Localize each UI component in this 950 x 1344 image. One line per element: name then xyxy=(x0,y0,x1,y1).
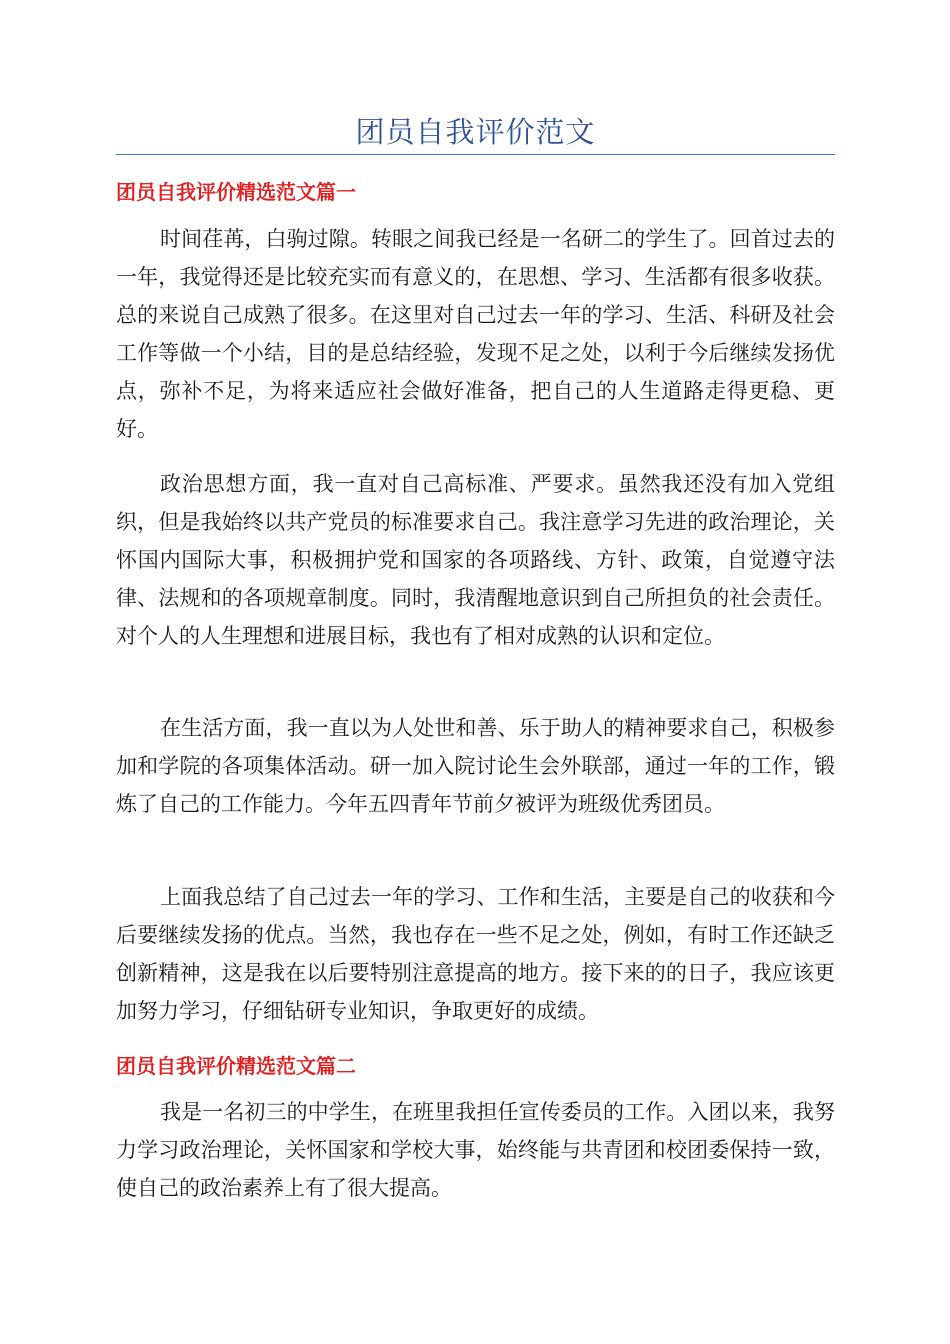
section-heading-1: 团员自我评价精选范文篇一 xyxy=(116,180,356,204)
title-underline xyxy=(116,154,835,155)
section-2-paragraph-1: 我是一名初三的中学生，在班里我担任宣传委员的工作。入团以来，我努力学习政治理论，关怀国家和学校大事，始终能与共青团和校团委保持一致，使自己的政治素养上有了很大提高。 xyxy=(116,1100,835,1200)
document-title: 团员自我评价范文 xyxy=(355,115,596,149)
section-heading-2: 团员自我评价精选范文篇二 xyxy=(116,1054,356,1078)
section-1-paragraph-2: 政治思想方面，我一直对自己高标准、严要求。虽然我还没有加入党组织，但是我始终以共产党员的标准要求自己。我注意学习先进的政治理论，关怀国内国际大事，积极拥护党和国家的各项路线、方针、政策，自觉遵守法律、法规和的各项规章制度。同时，我清醒地意识到自己所担负的社会责任。对个人的人生理想和进展目标，我也有了相对成熟的认识和定位。 xyxy=(116,472,835,648)
section-1-paragraph-3: 在生活方面，我一直以为人处世和善、乐于助人的精神要求自己，积极参加和学院的各项集体活动。研一加入院讨论生会外联部，通过一年的工作，锻炼了自己的工作能力。今年五四青年节前夕被评为班级优秀团员。 xyxy=(116,716,835,816)
section-1-paragraph-1: 时间荏苒，白驹过隙。转眼之间我已经是一名研二的学生了。回首过去的一年，我觉得还是比较充实而有意义的，在思想、学习、生活都有很多收获。总的来说自己成熟了很多。在这里对自己过去一年的学习、生活、科研及社会工作等做一个小结，目的是总结经验，发现不足之处，以利于今后继续发扬优点，弥补不足，为将来适应社会做好准备，把自己的人生道路走得更稳、更好。 xyxy=(116,227,835,441)
section-1-paragraph-4: 上面我总结了自己过去一年的学习、工作和生活，主要是自己的收获和今后要继续发扬的优点。当然，我也存在一些不足之处，例如，有时工作还缺乏创新精神，这是我在以后要特别注意提高的地方。接下来的的日子，我应该更加努力学习，仔细钻研专业知识，争取更好的成绩。 xyxy=(116,885,835,1023)
